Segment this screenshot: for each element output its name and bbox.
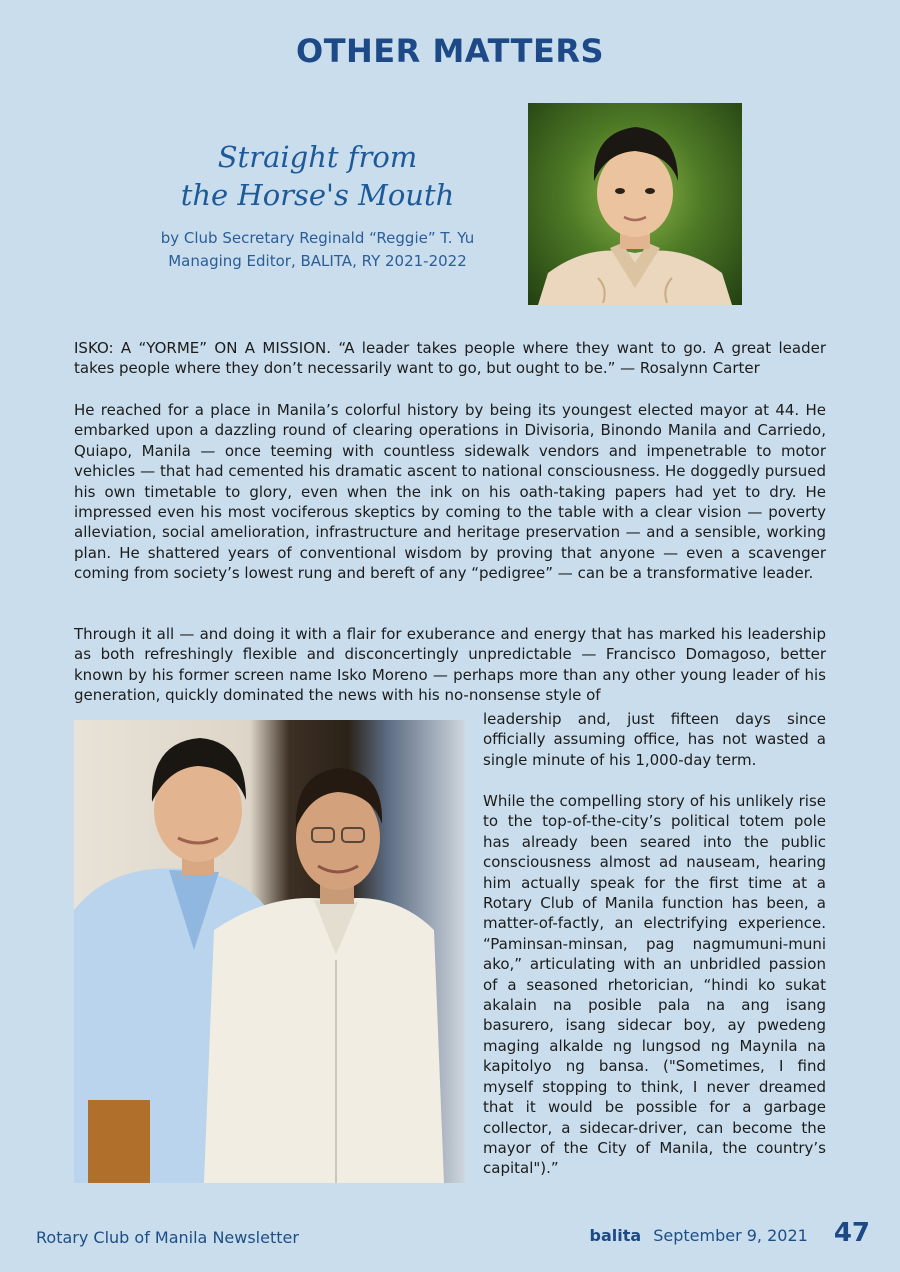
- article-paragraph-2: [74, 400, 826, 584]
- article-paragraph-3: [74, 624, 826, 706]
- paragraph-quote: ISKO: A “YORME” ON A MISSION. “A leader takes people where they want to go. A great leader takes people where they don’t necessarily want to go, but ought to be.” — Rosalynn Carter: [74, 339, 826, 378]
- article-intro-paragraph: [74, 338, 826, 379]
- paragraph-history: He reached for a place in Manila’s colorful history by being its youngest elected mayor at 44. He embarked upon a dazzling round of clearing operations in Divisoria, Binondo Manila and Carriedo, Quiapo, Manila — once teeming with countless sidewalk vendors and impenetrable to motor vehicles — that had cemented his dramatic ascent to national consciousness. He doggedly pursued his own timetable to glory, even when the ink on his oath-taking papers had yet to dry. He impressed even his most vociferous skeptics by coming to the table with a clear vision — poverty alleviation, social amelioration, infrastructure and heritage preservation — and a sensible, working plan. He shattered years of conventional wisdom by proving that anyone — even a scavenger coming from society’s lowest rung and bereft of any “pedigree” — can be a transformative leader.: [74, 401, 826, 583]
- headline-line-2: the Horse's Mouth: [180, 178, 455, 212]
- article-headline: [140, 138, 495, 214]
- section-title: OTHER MATTERS: [295, 32, 604, 70]
- group-photo-illustration: [74, 720, 465, 1183]
- right-column-paragraph-2: [483, 791, 826, 1179]
- author-portrait-photo: [528, 103, 742, 305]
- right-column-paragraph-1: [483, 709, 826, 770]
- paragraph-through-it-all: Through it all — and doing it with a flair for exuberance and energy that has marked his leadership as both refreshingly flexible and disconcertingly unpredictable — Francisco Domagoso, better known by his former screen name Isko Moreno — perhaps more than any other young leader of his generation, quickly dominated the news with his no-nonsense style of: [74, 625, 826, 705]
- byline: [140, 227, 495, 273]
- group-photo: [74, 720, 465, 1183]
- paragraph-compelling-story: While the compelling story of his unlikely rise to the top-of-the-city’s political totem pole has already been seared into the public consciousness almost ad nauseam, hearing him actually speak for the first time at a Rotary Club of Manila function has been, a matter-of-factly, an electrifying experience. “Paminsan-minsan, pag nagmumuni-muni ako,” articulating with an unbridled passion of a seasoned rhetorician, “hindi ko sukat akalain na posible pala na ang isang basurero, isang sidecar boy, ay pwedeng maging alkalde ng lungsod ng Maynila na kapitolyo ng bansa. ("Sometimes, I find myself stopping to think, I never dreamed that it would be possible for a garbage collector, a sidecar-driver, can become the mayor of the City of Manila, the country’s capital").”: [483, 792, 826, 1178]
- footer-date: September 9, 2021: [653, 1226, 808, 1245]
- page-number: 47: [833, 1218, 870, 1248]
- footer-right: [590, 1218, 870, 1248]
- footer-brand: balita: [589, 1226, 642, 1245]
- portrait-illustration: [528, 103, 742, 305]
- byline-role: Managing Editor, BALITA, RY 2021-2022: [168, 252, 467, 270]
- footer-newsletter-name: Rotary Club of Manila Newsletter: [36, 1228, 299, 1247]
- byline-author: by Club Secretary Reginald “Reggie” T. Yu: [160, 229, 475, 247]
- paragraph-leadership: leadership and, just fifteen days since officially assuming office, has not wasted a single minute of his 1,000-day term.: [483, 710, 826, 769]
- headline-line-1: Straight from: [217, 140, 418, 174]
